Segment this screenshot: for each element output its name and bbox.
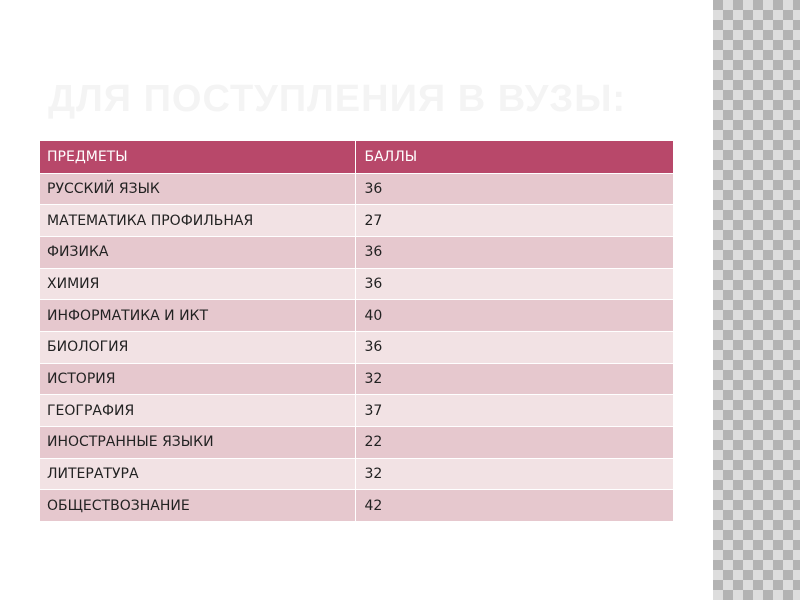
subject-cell: ХИМИЯ <box>40 268 355 300</box>
score-cell: 32 <box>355 458 673 490</box>
table-row <box>40 205 673 237</box>
header-subjects: ПРЕДМЕТЫ <box>40 141 355 173</box>
score-cell: 36 <box>355 236 673 268</box>
score-cell: 36 <box>355 331 673 363</box>
header-scores: БАЛЛЫ <box>355 141 673 173</box>
score-cell: 42 <box>355 490 673 522</box>
subject-cell: МАТЕМАТИКА ПРОФИЛЬНАЯ <box>40 205 355 237</box>
subject-cell: БИОЛОГИЯ <box>40 331 355 363</box>
score-cell: 27 <box>355 205 673 237</box>
decorative-side-pattern <box>713 0 800 600</box>
subject-cell: ИНОСТРАННЫЕ ЯЗЫКИ <box>40 427 355 459</box>
table-row <box>40 268 673 300</box>
table-row <box>40 427 673 459</box>
scores-table <box>40 141 673 522</box>
subject-cell: ЛИТЕРАТУРА <box>40 458 355 490</box>
scores-table-container <box>40 141 673 522</box>
subject-cell: РУССКИЙ ЯЗЫК <box>40 173 355 205</box>
score-cell: 36 <box>355 173 673 205</box>
table-row <box>40 395 673 427</box>
score-cell: 36 <box>355 268 673 300</box>
subject-cell: ИСТОРИЯ <box>40 363 355 395</box>
subject-cell: ОБЩЕСТВОЗНАНИЕ <box>40 490 355 522</box>
table-header-row <box>40 141 673 173</box>
table-row <box>40 363 673 395</box>
table-row <box>40 236 673 268</box>
subject-cell: ФИЗИКА <box>40 236 355 268</box>
table-row <box>40 490 673 522</box>
score-cell: 22 <box>355 427 673 459</box>
subject-cell: ГЕОГРАФИЯ <box>40 395 355 427</box>
table-row <box>40 331 673 363</box>
score-cell: 37 <box>355 395 673 427</box>
table-row <box>40 458 673 490</box>
table-row <box>40 173 673 205</box>
subject-cell: ИНФОРМАТИКА И ИКТ <box>40 300 355 332</box>
score-cell: 40 <box>355 300 673 332</box>
slide-title: ДЛЯ ПОСТУПЛЕНИЯ В ВУЗЫ: <box>48 78 627 120</box>
table-row <box>40 300 673 332</box>
score-cell: 32 <box>355 363 673 395</box>
